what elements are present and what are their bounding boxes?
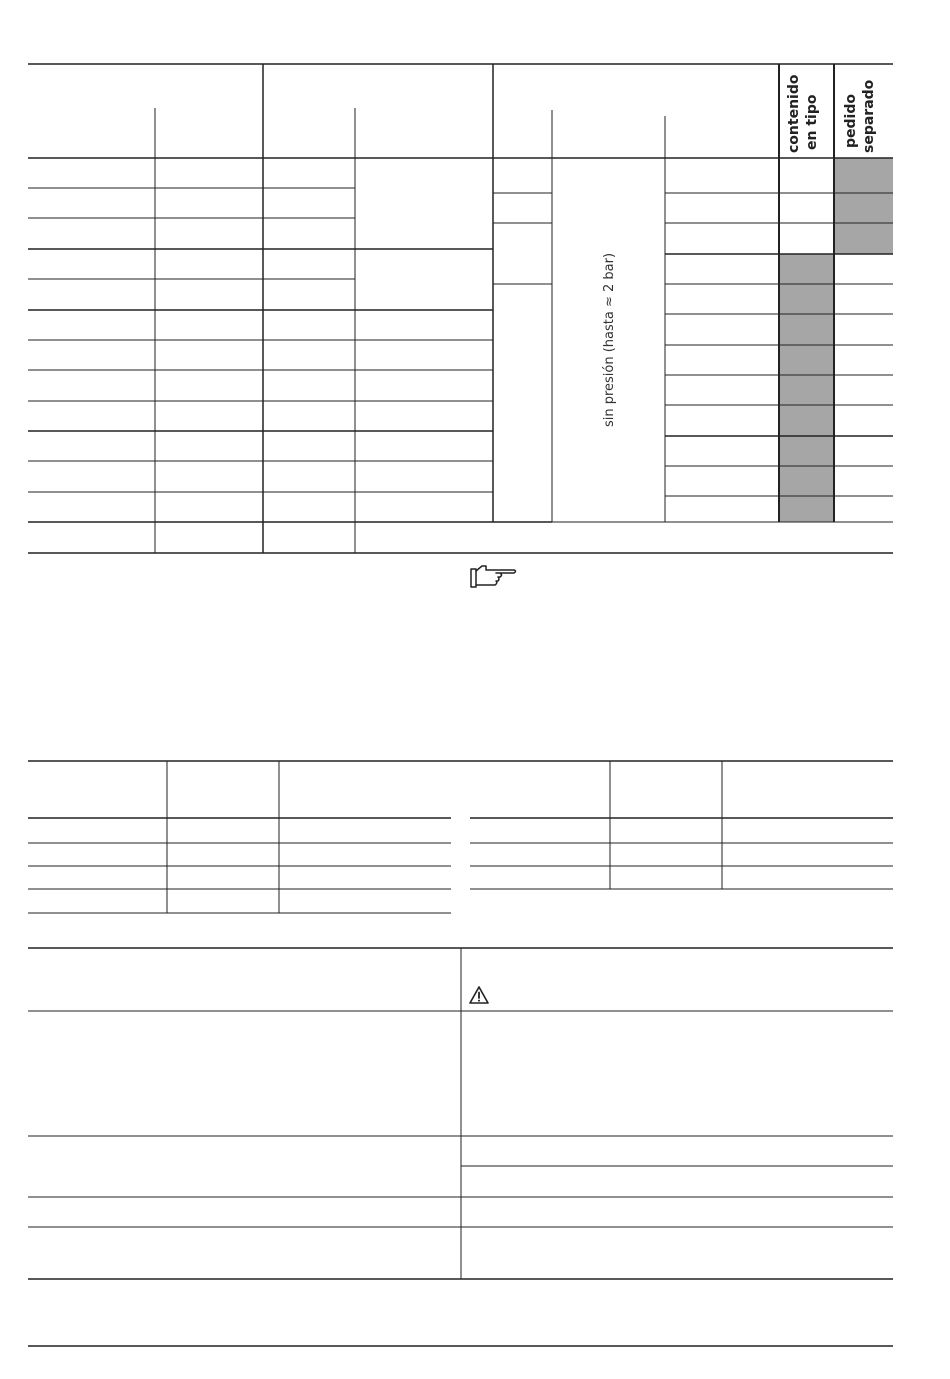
shaded-cells (780, 158, 893, 522)
header-pedido: pedido (843, 94, 859, 148)
header-en-tipo: en tipo (804, 94, 820, 150)
small-table-right (470, 761, 893, 889)
shade-contenido-en-tipo (780, 254, 834, 522)
pointing-hand-icon (471, 566, 516, 587)
main-spec-table (28, 64, 893, 553)
two-column-table (28, 948, 893, 1279)
shade-pedido-separado (835, 158, 893, 254)
header-separado: separado (861, 79, 877, 153)
left-block-rows (28, 188, 893, 522)
small-table-left (28, 761, 893, 913)
pressure-note: sin presión (hasta ≈ 2 bar) (602, 252, 617, 428)
header-contenido: contenido (786, 74, 802, 153)
warning-triangle-icon (470, 987, 488, 1003)
mid-block-rows (493, 193, 552, 284)
